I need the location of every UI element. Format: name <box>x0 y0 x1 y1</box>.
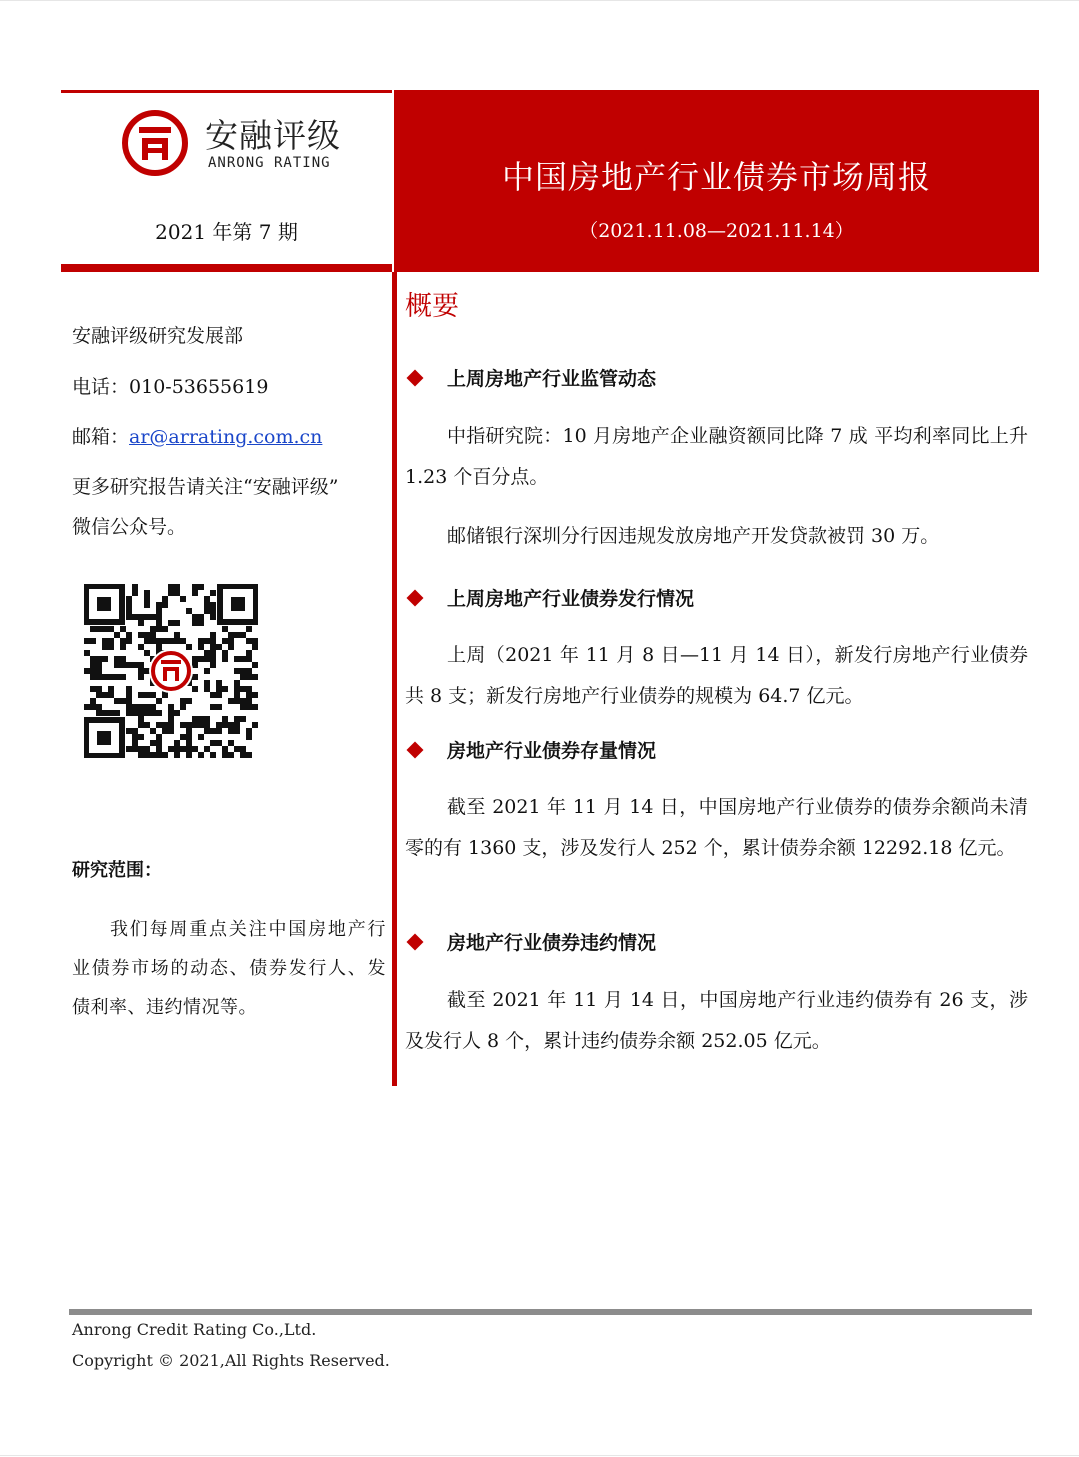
header-left-rule <box>61 264 392 272</box>
paragraph-regulation-2: 邮储银行深圳分行因违规发放房地产开发贷款被罚 30 万。 <box>447 525 940 547</box>
section-heading-label: 上周房地产行业债券发行情况 <box>447 588 695 610</box>
summary-title: 概要 <box>405 291 459 322</box>
phone-label: 电话： <box>72 376 130 398</box>
report-period: （2021.11.08—2021.11.14） <box>579 220 854 242</box>
footer-copyright: Copyright © 2021,All Rights Reserved. <box>72 1351 390 1370</box>
column-divider <box>392 272 397 1086</box>
email-label: 邮箱： <box>72 426 130 448</box>
diamond-bullet-icon <box>407 741 424 758</box>
follow-text-line2: 微信公众号。 <box>72 516 187 538</box>
section-heading-issuance <box>405 584 694 611</box>
section-heading-outstanding <box>405 736 656 763</box>
anrong-logo-icon <box>122 110 188 176</box>
phone-number: 010-53655619 <box>129 376 269 398</box>
paragraph-default: 截至 2021 年 11 月 14 日，中国房地产行业违约债券有 26 支，涉及发行人 8 个，累计违约债券余额 252.05 亿元。 <box>405 989 1028 1052</box>
section-heading-regulation <box>405 364 656 391</box>
section-heading-label: 房地产行业债券违约情况 <box>447 932 657 954</box>
email-line <box>72 422 322 449</box>
section-heading-label: 上周房地产行业监管动态 <box>447 368 657 390</box>
department-name: 安融评级研究发展部 <box>72 325 244 347</box>
research-scope-body: 我们每周重点关注中国房地产行业债券市场的动态、债券发行人、发债利率、违约情况等。 <box>72 919 386 1018</box>
section-heading-label: 房地产行业债券存量情况 <box>447 740 657 762</box>
wechat-qr-code-icon <box>84 584 258 758</box>
section-heading-default <box>405 928 656 955</box>
issue-number: 2021 年第 7 期 <box>155 220 298 244</box>
report-title: 中国房地产行业债券市场周报 <box>501 158 931 196</box>
diamond-bullet-icon <box>407 589 424 606</box>
footer-company: Anrong Credit Rating Co.,Ltd. <box>72 1320 317 1339</box>
footer-rule <box>69 1309 1032 1315</box>
logo-english-name: ANRONG RATING <box>208 155 331 171</box>
paragraph-issuance: 上周（2021 年 11 月 8 日—11 月 14 日），新发行房地产行业债券共 8 支；新发行房地产行业债券的规模为 64.7 亿元。 <box>405 644 1028 707</box>
logo-chinese-name: 安融评级 <box>205 116 341 155</box>
diamond-bullet-icon <box>407 369 424 386</box>
page-bottom-border <box>0 1455 1079 1456</box>
paragraph-outstanding: 截至 2021 年 11 月 14 日，中国房地产行业债券的债券余额尚未清零的有 1360 支，涉及发行人 252 个，累计债券余额 12292.18 亿元。 <box>405 796 1028 859</box>
paragraph-regulation-1: 中指研究院：10 月房地产企业融资额同比降 7 成 平均利率同比上升 1.23 个百分点。 <box>405 425 1028 488</box>
follow-text-line1: 更多研究报告请关注“安融评级” <box>72 476 339 498</box>
email-link[interactable]: ar@arrating.com.cn <box>129 426 323 448</box>
diamond-bullet-icon <box>407 933 424 950</box>
phone-line <box>72 372 268 399</box>
research-scope-title: 研究范围： <box>72 860 162 881</box>
page-top-border <box>0 0 1079 1</box>
